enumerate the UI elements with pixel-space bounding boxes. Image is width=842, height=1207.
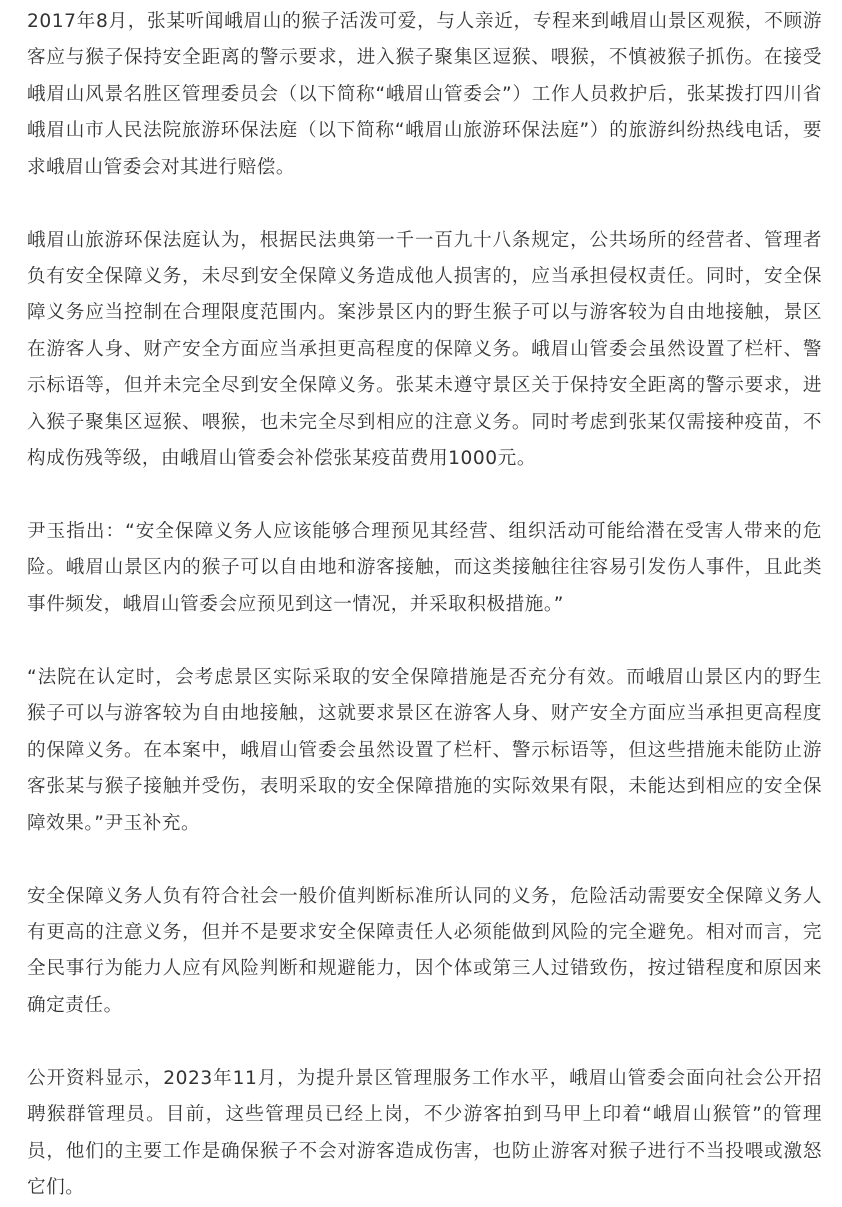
paragraph-expert-quote: 尹玉指出：“安全保障义务人应该能够合理预见其经营、组织活动可能给潜在受害人带来的危险。峨眉山景区内的猴子可以自由地和游客接触，而这类接触往往容易引发伤人事件，且此类事件频发，峨眉山管委会应预见到这一情况，并采取积极措施。” [27,521,822,615]
paragraph-incident: 2017年8月，张某听闻峨眉山的猴子活泼可爱，与人亲近，专程来到峨眉山景区观猴，不顾游客应与猴子保持安全距离的警示要求，进入猴子聚集区逗猴、喂猴，不慎被猴子抓伤。在接受峨眉山风景名胜区管理委员会（以下简称“峨眉山管委会”）工作人员救护后，张某拨打四川省峨眉山市人民法院旅游环保法庭（以下简称“峨眉山旅游环保法庭”）的旅游纠纷热线电话，要求峨眉山管委会对其进行赔偿。 [27,11,822,178]
paragraph-monkey-managers: 公开资料显示，2023年11月，为提升景区管理服务工作水平，峨眉山管委会面向社会公开招聘猴群管理员。目前，这些管理员已经上岗，不少游客拍到马甲上印着“峨眉山猴管”的管理员，他们的主要工作是确保猴子不会对游客造成伤害，也防止游客对猴子进行不当投喂或激怒它们。 [27,1067,822,1198]
paragraph-expert-supplement: “法院在认定时，会考虑景区实际采取的安全保障措施是否充分有效。而峨眉山景区内的野生猴子可以与游客较为自由地接触，这就要求景区在游客人身、财产安全方面应当承担更高程度的保障义务。在本案中，峨眉山管委会虽然设置了栏杆、警示标语等，但这些措施未能防止游客张某与猴子接触并受伤，表明采取的安全保障措施的实际效果有限，未能达到相应的安全保障效果。”尹玉补充。 [27,666,822,834]
paragraph-legal-principle: 安全保障义务人负有符合社会一般价值判断标准所认同的义务，危险活动需要安全保障义务人有更高的注意义务，但并不是要求安全保障责任人必须能做到风险的完全避免。相对而言，完全民事行为能力人应有风险判断和规避能力，因个体或第三人过错致伤，按过错程度和原因来确定责任。 [27,885,822,1016]
paragraph-court-ruling: 峨眉山旅游环保法庭认为，根据民法典第一千一百九十八条规定，公共场所的经营者、管理者负有安全保障义务，未尽到安全保障义务造成他人损害的，应当承担侵权责任。同时，安全保障义务应当控制在合理限度范围内。案涉景区内的野生猴子可以与游客较为自由地接触，景区在游客人身、财产安全方面应当承担更高程度的保障义务。峨眉山管委会虽然设置了栏杆、警示标语等，但并未完全尽到安全保障义务。张某未遵守景区关于保持安全距离的警示要求，进入猴子聚集区逗猴、喂猴，也未完全尽到相应的注意义务。同时考虑到张某仅需接种疫苗，不构成伤残等级，由峨眉山管委会补偿张某疫苗费用1000元。 [27,229,822,470]
